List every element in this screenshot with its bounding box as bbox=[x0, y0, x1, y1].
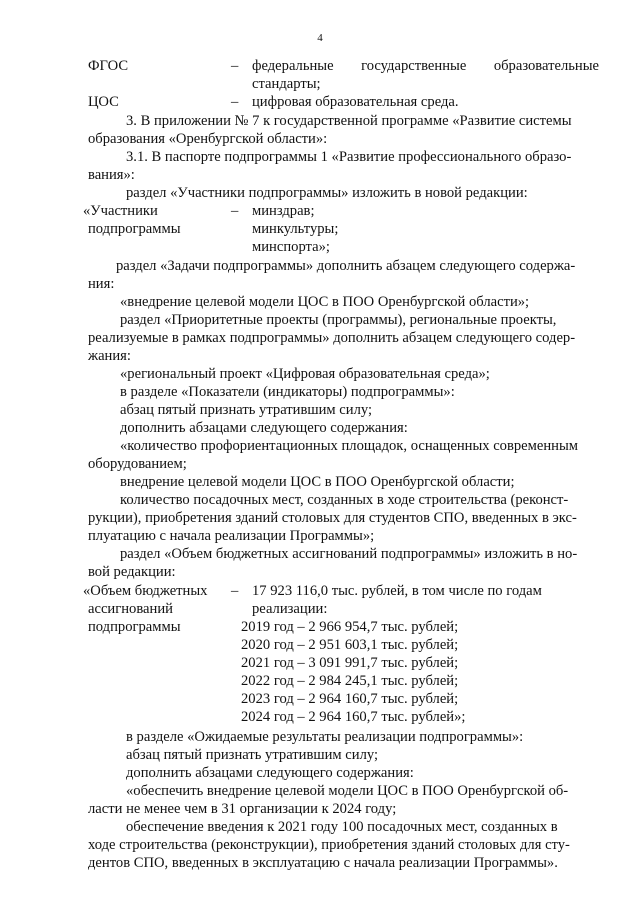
tasks-line-2: ния: bbox=[88, 276, 115, 292]
budget-year-row: 2021 год – 3 091 991,7 тыс. рублей; bbox=[241, 655, 459, 671]
paragraph-3-1-line-2: вания»: bbox=[88, 167, 135, 183]
budget-total: 17 923 116,0 тыс. рублей, в том числе по годам bbox=[252, 583, 542, 599]
participants-label-1: «Участники bbox=[83, 203, 158, 219]
abbr-term-fgos: ФГОС bbox=[88, 58, 129, 74]
abbr-dash-cos: – bbox=[231, 94, 239, 110]
participant-item: минздрав; bbox=[252, 203, 315, 219]
indicators-quote-1-line-1: «количество профориентационных площадок, оснащенных современным bbox=[120, 438, 579, 454]
budget-line-2: вой редакции: bbox=[88, 564, 176, 580]
tasks-quote: «внедрение целевой модели ЦОС в ПОО Оренбургской области»; bbox=[120, 294, 530, 310]
results-quote-2-line-1: обеспечение введения к 2021 году 100 посадочных мест, созданных в bbox=[126, 819, 558, 835]
results-quote-2-line-3: дентов СПО, введенных в эксплуатацию с начала реализации Программы». bbox=[88, 855, 558, 871]
budget-label-2: ассигнований bbox=[88, 601, 173, 617]
page-number: 4 bbox=[317, 32, 323, 44]
budget-label-3: подпрограммы bbox=[88, 619, 181, 635]
abbr-def-cos: цифровая образовательная среда. bbox=[252, 94, 459, 110]
tasks-line-1: раздел «Задачи подпрограммы» дополнить абзацем следующего содержа- bbox=[116, 258, 576, 274]
budget-year-row: 2024 год – 2 964 160,7 тыс. рублей»; bbox=[241, 709, 466, 725]
budget-year-row: 2022 год – 2 984 245,1 тыс. рублей; bbox=[241, 673, 459, 689]
results-line-3: дополнить абзацами следующего содержания: bbox=[126, 765, 414, 781]
results-quote-1-line-1: «обеспечить внедрение целевой модели ЦОС в ПОО Оренбургской об- bbox=[126, 783, 569, 799]
abbr-def-word: образовательные bbox=[493, 58, 599, 74]
participant-item: минспорта»; bbox=[252, 239, 330, 255]
projects-line-2: реализуемые в рамках подпрограммы» дополнить абзацем следующего содер- bbox=[88, 330, 576, 346]
participants-label-2: подпрограммы bbox=[88, 221, 181, 237]
participant-item: минкультуры; bbox=[252, 221, 339, 237]
abbr-def-fgos bbox=[252, 57, 599, 75]
results-quote-1-line-2: ласти не менее чем в 31 организации к 2024 году; bbox=[88, 801, 397, 817]
projects-line-1: раздел «Приоритетные проекты (программы), региональные проекты, bbox=[120, 312, 557, 328]
budget-total-2: реализации: bbox=[252, 601, 328, 617]
abbr-def-word: федеральные bbox=[252, 58, 334, 74]
abbr-def-fgos-2: стандарты; bbox=[252, 76, 321, 92]
results-quote-2-line-2: ходе строительства (реконструкции), приобретения зданий столовых для сту- bbox=[88, 837, 570, 853]
projects-quote: «региональный проект «Цифровая образовательная среда»; bbox=[120, 366, 490, 382]
paragraph-3-line-2: образования «Оренбургской области»: bbox=[88, 131, 328, 147]
paragraph-3-line-1: 3. В приложении № 7 к государственной программе «Развитие системы bbox=[126, 113, 572, 129]
indicators-quote-3-line-1: количество посадочных мест, созданных в ходе строительства (реконст- bbox=[120, 492, 569, 508]
results-line-2: абзац пятый признать утратившим силу; bbox=[126, 747, 379, 763]
participants-dash: – bbox=[231, 203, 239, 219]
indicators-quote-2: внедрение целевой модели ЦОС в ПОО Оренбургской области; bbox=[120, 474, 515, 490]
indicators-quote-1-line-2: оборудованием; bbox=[88, 456, 187, 472]
indicators-quote-3-line-2: рукции), приобретения зданий столовых для студентов СПО, введенных в экс- bbox=[88, 510, 577, 526]
budget-line-1: раздел «Объем бюджетных ассигнований подпрограммы» изложить в но- bbox=[120, 546, 578, 562]
budget-year-row: 2023 год – 2 964 160,7 тыс. рублей; bbox=[241, 691, 459, 707]
indicators-quote-3-line-3: плуатацию с начала реализации Программы»; bbox=[88, 528, 375, 544]
paragraph-3-1-line-1: 3.1. В паспорте подпрограммы 1 «Развитие профессионального образо- bbox=[126, 149, 572, 165]
indicators-line-3: дополнить абзацами следующего содержания: bbox=[120, 420, 408, 436]
budget-dash: – bbox=[231, 583, 239, 599]
abbr-dash-fgos: – bbox=[231, 58, 239, 74]
budget-year-row: 2020 год – 2 951 603,1 тыс. рублей; bbox=[241, 637, 459, 653]
budget-label-1: «Объем бюджетных bbox=[83, 583, 208, 599]
budget-year-row: 2019 год – 2 966 954,7 тыс. рублей; bbox=[241, 619, 459, 635]
abbr-term-cos: ЦОС bbox=[88, 94, 119, 110]
results-line-1: в разделе «Ожидаемые результаты реализации подпрограммы»: bbox=[126, 729, 524, 745]
indicators-line-2: абзац пятый признать утратившим силу; bbox=[120, 402, 373, 418]
abbr-def-word: государственные bbox=[361, 58, 467, 74]
section-participants: раздел «Участники подпрограммы» изложить в новой редакции: bbox=[126, 185, 528, 201]
projects-line-3: жания: bbox=[88, 348, 131, 364]
indicators-line-1: в разделе «Показатели (индикаторы) подпрограммы»: bbox=[120, 384, 455, 400]
